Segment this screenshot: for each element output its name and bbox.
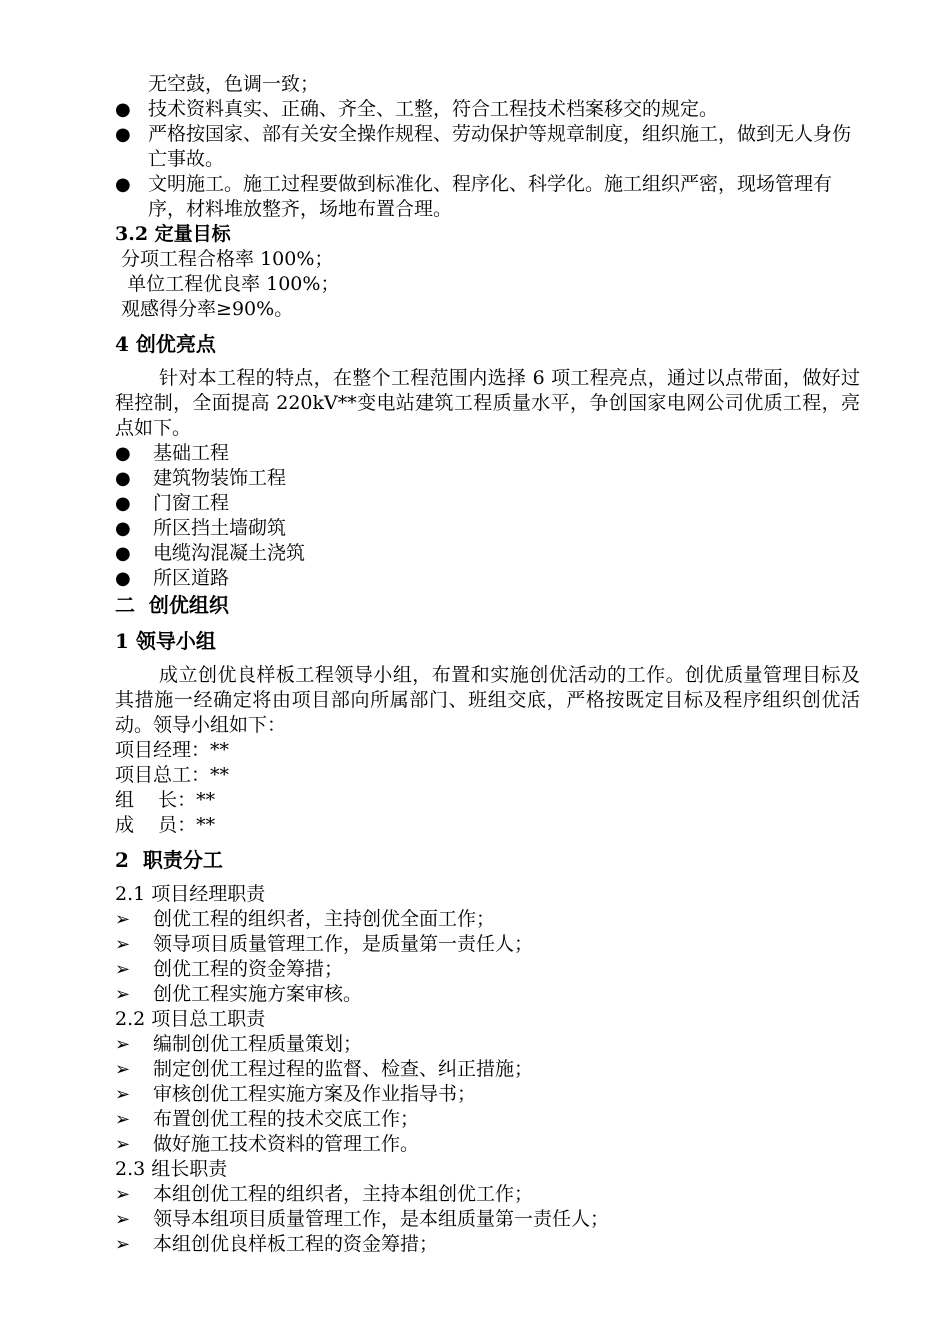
bullet-dot-icon: ● — [115, 99, 131, 120]
arrow-bullet-icon: ➢ — [115, 959, 131, 980]
quality-bullet-list — [115, 97, 860, 222]
subsection-title-2-2: 2.2 项目总工职责 — [115, 1008, 266, 1030]
section-heading-4: 4 创优亮点 — [115, 332, 216, 356]
highlights-list — [115, 441, 860, 591]
arrow-bullet-icon: ➢ — [115, 1109, 131, 1130]
subsection-title-2-3: 2.3 组长职责 — [115, 1158, 228, 1180]
list-item: ● 所区挡土墙砌筑 — [115, 517, 287, 539]
list-item: ● 所区道路 — [115, 567, 230, 589]
continuation-line: 无空鼓，色调一致； — [148, 73, 320, 95]
section-heading-2: 2 职责分工 — [115, 848, 223, 872]
bullet-dot-icon: ● — [115, 174, 131, 195]
target-line: 单位工程优良率 100%； — [115, 273, 340, 295]
list-item: ● 文明施工。施工过程要做到标准化、程序化、科学化。施工组织严密，现场管理有序，材料堆放整齐，场地布置合理。 — [115, 173, 833, 220]
list-item: ● 基础工程 — [115, 442, 230, 464]
list-item: ● 技术资料真实、正确、齐全、工整，符合工程技术档案移交的规定。 — [115, 98, 719, 120]
list-item: ➢ 布置创优工程的技术交底工作； — [115, 1108, 420, 1130]
duty-list-pm — [115, 907, 860, 1007]
duty-list-chief-engineer — [115, 1032, 860, 1157]
bullet-dot-icon: ● — [115, 518, 131, 539]
target-line: 观感得分率≥90%。 — [115, 298, 294, 320]
bullet-dot-icon: ● — [115, 124, 131, 145]
subsection-title-2-1: 2.1 项目经理职责 — [115, 883, 266, 905]
leadership-paragraph: 成立创优良样板工程领导小组，布置和实施创优活动的工作。创优质量管理目标及其措施一经确定将由项目部向所属部门、班组交底，严格按既定目标及程序组织创优活动。领导小组如下： — [115, 664, 860, 736]
list-item: ● 门窗工程 — [115, 492, 230, 514]
list-item: ➢ 创优工程的资金筹措； — [115, 958, 344, 980]
arrow-bullet-icon: ➢ — [115, 1134, 131, 1155]
arrow-bullet-icon: ➢ — [115, 1059, 131, 1080]
list-item: ➢ 编制创优工程质量策划； — [115, 1033, 363, 1055]
section-heading-1: 1 领导小组 — [115, 629, 216, 653]
member-line: 成 员：** — [115, 814, 216, 836]
section-heading-3-2: 3.2 定量目标 — [115, 223, 231, 245]
arrow-bullet-icon: ➢ — [115, 1234, 131, 1255]
member-line: 项目经理：** — [115, 739, 230, 761]
list-item: ➢ 领导本组项目质量管理工作，是本组质量第一责任人； — [115, 1208, 610, 1230]
arrow-bullet-icon: ➢ — [115, 934, 131, 955]
bullet-dot-icon: ● — [115, 543, 131, 564]
bullet-dot-icon: ● — [115, 493, 131, 514]
bullet-dot-icon: ● — [115, 568, 131, 589]
highlights-paragraph: 针对本工程的特点，在整个工程范围内选择 6 项工程亮点，通过以点带面，做好过程控制，全面提高 220kV**变电站建筑工程质量水平，争创国家电网公司优质工程，亮点如下。 — [115, 367, 860, 439]
arrow-bullet-icon: ➢ — [115, 1034, 131, 1055]
list-item: ➢ 本组创优工程的组织者，主持本组创优工作； — [115, 1183, 534, 1205]
list-item: ● 建筑物装饰工程 — [115, 467, 287, 489]
duty-list-team-leader — [115, 1182, 860, 1257]
list-item: ● 严格按国家、部有关安全操作规程、劳动保护等规章制度，组织施工，做到无人身伤亡事故。 — [115, 123, 852, 170]
arrow-bullet-icon: ➢ — [115, 1084, 131, 1105]
list-item: ➢ 制定创优工程过程的监督、检查、纠正措施； — [115, 1058, 534, 1080]
list-item: ➢ 审核创优工程实施方案及作业指导书； — [115, 1083, 477, 1105]
list-item: ➢ 创优工程实施方案审核。 — [115, 983, 363, 1005]
document-page — [115, 72, 860, 1257]
bullet-dot-icon: ● — [115, 443, 131, 464]
list-item: ➢ 创优工程的组织者，主持创优全面工作； — [115, 908, 496, 930]
arrow-bullet-icon: ➢ — [115, 984, 131, 1005]
part-heading-2: 二 创优组织 — [115, 593, 229, 617]
list-item: ● 电缆沟混凝土浇筑 — [115, 542, 306, 564]
bullet-dot-icon: ● — [115, 468, 131, 489]
arrow-bullet-icon: ➢ — [115, 1209, 131, 1230]
arrow-bullet-icon: ➢ — [115, 1184, 131, 1205]
member-line: 项目总工：** — [115, 764, 230, 786]
arrow-bullet-icon: ➢ — [115, 909, 131, 930]
list-item: ➢ 本组创优良样板工程的资金筹措； — [115, 1233, 439, 1255]
target-line: 分项工程合格率 100%； — [115, 248, 334, 270]
member-line: 组 长：** — [115, 789, 216, 811]
list-item: ➢ 领导项目质量管理工作，是质量第一责任人； — [115, 933, 534, 955]
list-item: ➢ 做好施工技术资料的管理工作。 — [115, 1133, 420, 1155]
